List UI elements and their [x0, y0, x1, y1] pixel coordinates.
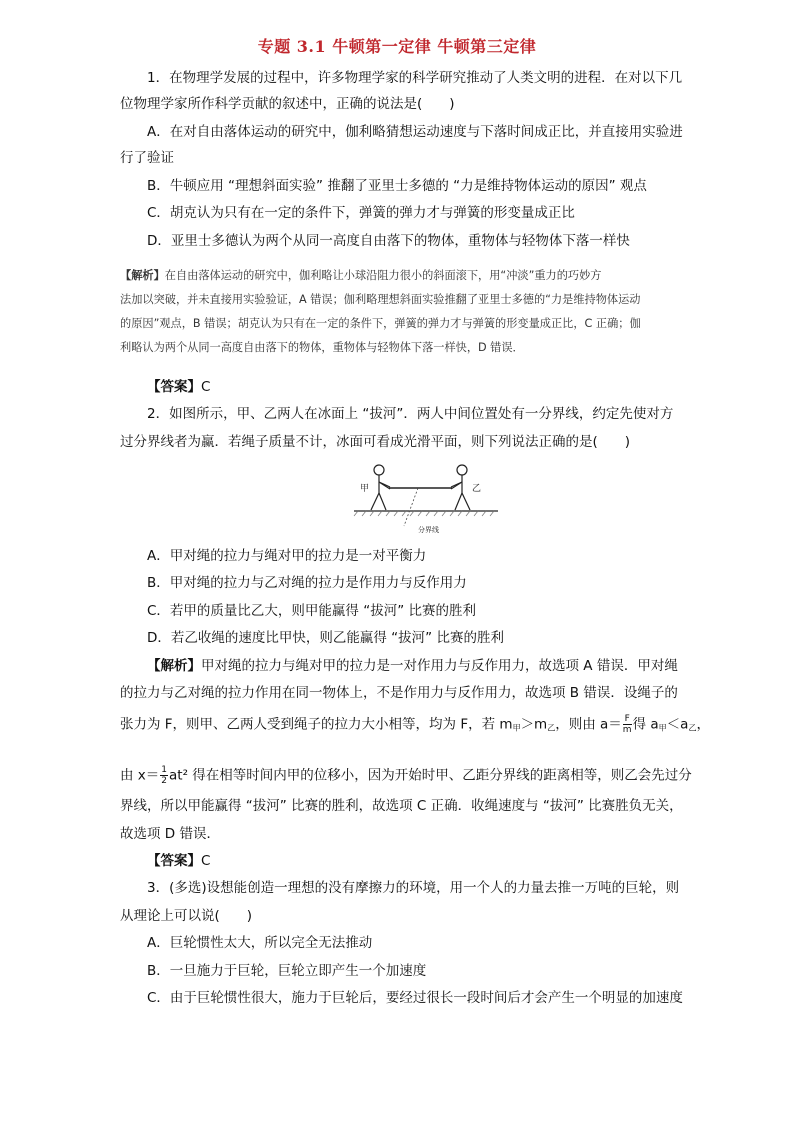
- ground-hatching: [354, 511, 494, 516]
- q1-option-d: D．亚里士多德认为两个从同一高度自由落下的物体，重物体与轻物体下落一样快: [147, 233, 630, 249]
- q3-option-c: C．由于巨轮惯性很大，施力于巨轮后，要经过很长一段时间后才会产生一个明显的加速度: [147, 990, 683, 1006]
- q2-analysis3-sub4: 乙: [688, 723, 697, 733]
- q2-analysis3-f: ，: [696, 716, 710, 733]
- frac-numerator: 1: [161, 765, 168, 775]
- q2-option-b: B．甲对绳的拉力与乙对绳的拉力是作用力与反作用力: [147, 575, 467, 591]
- q2-answer-label: 【答案】: [147, 853, 201, 869]
- q2-fraction-one-half: [160, 765, 168, 786]
- q1-analysis-label: 【解析】: [120, 269, 165, 282]
- q1-option-b: B．牛顿应用 “理想斜面实验” 推翻了亚里士多德的 “力是维持物体运动的原因” 观点: [147, 178, 647, 194]
- label-jia: 甲: [360, 484, 370, 494]
- q2-analysis3-d: 得 a: [632, 716, 659, 733]
- q1-analysis-line4: 利略认为两个从同一高度自由落下的物体，重物体与轻物体下落一样快，D 错误．: [120, 341, 524, 354]
- q2-analysis-label: 【解析】: [147, 658, 201, 674]
- frac-denominator: m: [622, 725, 632, 735]
- q2-stem-line2: 过分界线者为赢．若绳子质量不计，冰面可看成光滑平面，则下列说法正确的是( ): [120, 434, 631, 450]
- q1-answer: [147, 377, 210, 397]
- q2-analysis4-a: 由 x＝: [120, 767, 160, 784]
- q1-answer-value: C: [201, 379, 211, 395]
- q1-option-a-line2: 行了验证: [120, 150, 174, 166]
- person-right: [451, 465, 470, 510]
- q2-analysis4-b: at² 得在相等时间内甲的位移小，因为开始时甲、乙距分界线的距离相等，则乙会先过分: [169, 767, 692, 784]
- q2-analysis-line4: [120, 765, 692, 786]
- q2-analysis-line2: 的拉力与乙对绳的拉力作用在同一物体上，不是作用力与反作用力，故选项 B 错误．设绳子的: [120, 685, 678, 701]
- q2-analysis3-c: ，则由 a＝: [555, 716, 622, 733]
- q2-analysis3-a: 张力为 F，则甲、乙两人受到绳子的拉力大小相等，均为 F，若 m: [120, 716, 513, 733]
- q2-analysis-line1: [147, 656, 678, 676]
- q2-analysis3-sub3: 甲: [658, 723, 667, 733]
- q1-stem-line1: 1．在物理学发展的过程中，许多物理学家的科学研究推动了人类文明的进程．在对以下几: [147, 70, 683, 86]
- q2-analysis-line5: 界线，所以甲能赢得 “拔河” 比赛的胜利，故选项 C 正确．收绳速度与 “拔河” 比赛胜负无关，: [120, 798, 683, 814]
- frac-denominator: 2: [161, 776, 168, 786]
- q2-option-a: A．甲对绳的拉力与绳对甲的拉力是一对平衡力: [147, 548, 427, 564]
- q3-option-a: A．巨轮惯性太大，所以完全无法推动: [147, 935, 373, 951]
- q2-option-d: D．若乙收绳的速度比甲快，则乙能赢得 “拔河” 比赛的胜利: [147, 630, 504, 646]
- q3-option-b: B．一旦施力于巨轮，巨轮立即产生一个加速度: [147, 963, 427, 979]
- q1-stem-line2: 位物理学家所作科学贡献的叙述中，正确的说法是( ): [120, 96, 455, 112]
- label-boundary: 分界线: [418, 526, 439, 534]
- q2-answer: [147, 851, 210, 871]
- q1-option-a-line1: A．在对自由落体运动的研究中，伽利略猜想运动速度与下落时间成正比，并直接用实验进: [147, 124, 683, 140]
- q2-analysis3-b: ＞m: [520, 716, 548, 733]
- person-left: [371, 465, 390, 510]
- q3-stem-line1: 3．(多选)设想能创造一理想的没有摩擦力的环境，用一个人的力量去推一万吨的巨轮，则: [147, 880, 680, 896]
- tug-of-war-figure: [352, 460, 502, 535]
- q1-answer-label: 【答案】: [147, 379, 201, 395]
- boundary-line: [404, 488, 418, 526]
- q1-analysis-line2: 法加以突破，并未直接用实验验证，A 错误；伽利略理想斜面实验推翻了亚里士多德的“力是维持物体运动: [120, 293, 641, 306]
- q2-analysis3-sub2: 乙: [547, 723, 556, 733]
- q1-analysis-line1: [120, 266, 602, 286]
- q3-stem-line2: 从理论上可以说( ): [120, 908, 253, 924]
- q1-option-c: C．胡克认为只有在一定的条件下，弹簧的弹力才与弹簧的形变量成正比: [147, 205, 575, 221]
- q2-analysis-line3: [120, 714, 710, 739]
- q2-analysis-line6: 故选项 D 错误．: [120, 826, 220, 842]
- q1-analysis-line3: 的原因”观点，B 错误；胡克认为只有在一定的条件下，弹簧的弹力才与弹簧的形变量成正比，C 正确；伽: [120, 317, 641, 330]
- q2-stem-line1: 2．如图所示，甲、乙两人在冰面上 “拔河”．两人中间位置处有一分界线，约定先使对方: [147, 406, 674, 422]
- q1-analysis-text1: 在自由落体运动的研究中，伽利略让小球沿阻力很小的斜面滚下，用“冲淡”重力的巧妙方: [164, 269, 602, 282]
- q2-answer-value: C: [201, 853, 211, 869]
- label-yi: 乙: [472, 484, 482, 494]
- q2-fraction-f-over-m: [623, 714, 632, 735]
- q2-analysis3-e: ＜a: [666, 716, 689, 733]
- page-title: 专题 3.1 牛顿第一定律 牛顿第三定律: [257, 37, 537, 56]
- q2-option-c: C．若甲的质量比乙大，则甲能赢得 “拔河” 比赛的胜利: [147, 603, 476, 619]
- frac-numerator: F: [624, 714, 630, 724]
- q2-analysis-text1: 甲对绳的拉力与绳对甲的拉力是一对作用力与反作用力，故选项 A 错误．甲对绳: [201, 658, 678, 674]
- q2-analysis3-sub1: 甲: [512, 723, 521, 733]
